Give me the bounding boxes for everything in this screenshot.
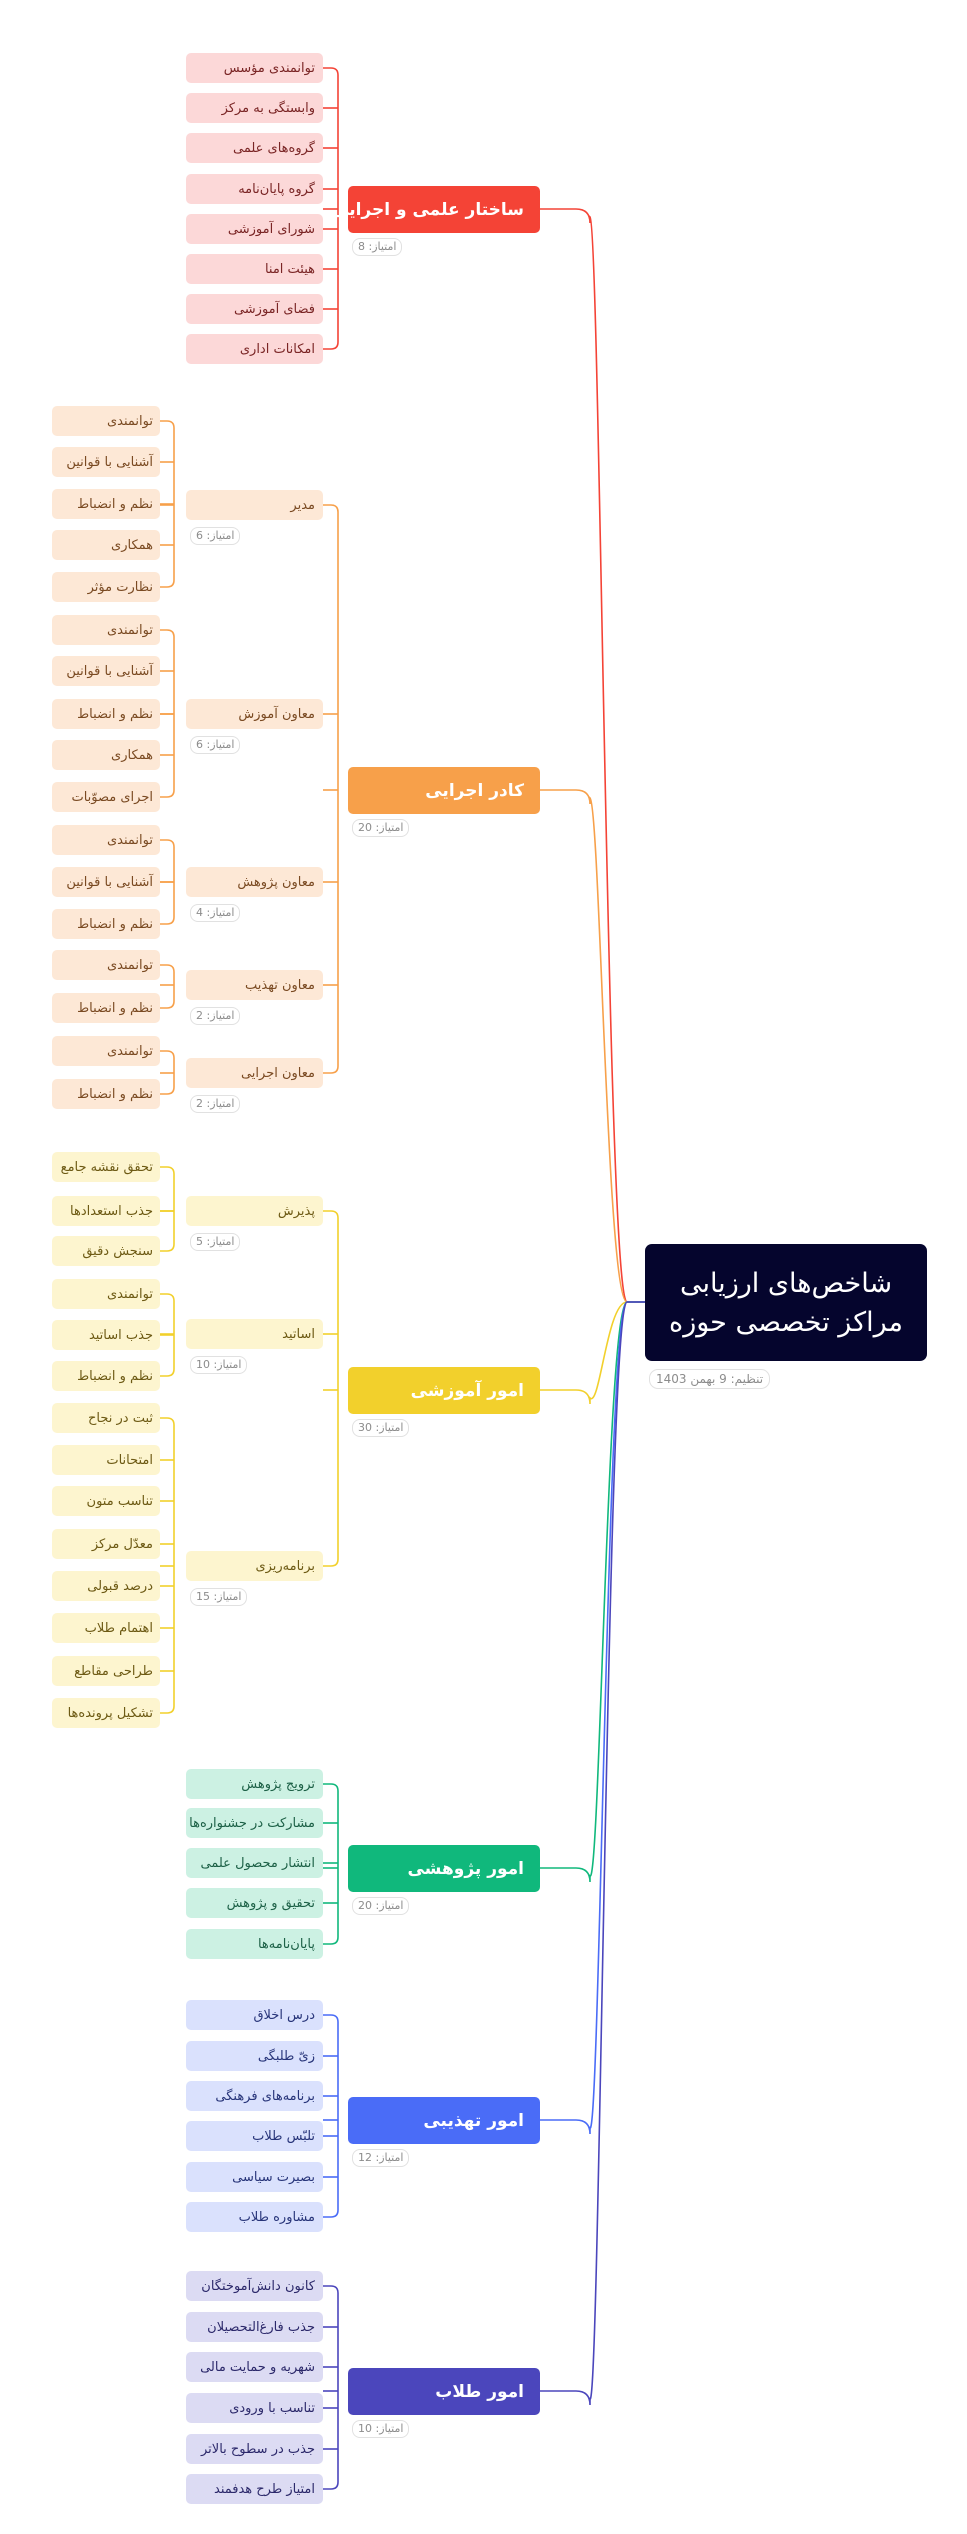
category-2-item-1-label: اساتید	[282, 1326, 315, 1342]
category-2[interactable]	[348, 1367, 540, 1414]
connector-line	[160, 580, 174, 587]
category-0-item-6[interactable]	[186, 294, 323, 324]
connector-line	[160, 421, 174, 428]
category-3-label: امور پژوهشی	[407, 1858, 524, 1879]
category-1-item-4-leaf-1-label: نظم و انضباط	[77, 1086, 153, 1102]
connector-line	[323, 2015, 338, 2022]
category-3[interactable]	[348, 1845, 540, 1892]
category-1-item-2-leaf-0-label: توانمندی	[106, 832, 153, 848]
connector-line	[323, 342, 338, 349]
category-0-score: امتیاز: 8	[352, 238, 402, 256]
category-0-item-1[interactable]	[186, 93, 323, 123]
connector-line	[160, 1369, 174, 1376]
category-1-item-3-leaf-1-label: نظم و انضباط	[77, 1000, 153, 1016]
category-0-item-4-label: شورای آموزشی	[227, 221, 315, 237]
category-1-item-0-leaf-2[interactable]	[52, 489, 160, 519]
category-0-item-7-label: امکانات اداری	[239, 341, 315, 357]
category-2-item-2-leaf-7[interactable]	[52, 1698, 160, 1728]
category-5-item-5[interactable]	[186, 2474, 323, 2504]
root-title-line1: شاخص‌های ارزیابی	[679, 1267, 893, 1299]
category-1-item-1-leaf-1[interactable]	[52, 656, 160, 686]
category-2-item-1-leaf-2-label: نظم و انضباط	[77, 1368, 153, 1384]
category-4-item-4-label: بصیرت سیاسی	[232, 2169, 315, 2185]
connector-line	[160, 1294, 174, 1301]
category-3-item-1[interactable]	[186, 1808, 323, 1838]
connector-line	[323, 1937, 338, 1944]
category-2-item-1-leaf-0-label: توانمندی	[106, 1286, 153, 1302]
category-4-item-0[interactable]	[186, 2000, 323, 2030]
category-2-item-2-leaf-4-label: درصد قبولی	[87, 1578, 153, 1594]
category-1-item-4-leaf-0-label: توانمندی	[106, 1043, 153, 1059]
category-1-item-4[interactable]	[186, 1058, 323, 1088]
category-0[interactable]	[332, 186, 540, 233]
connector-line	[323, 1559, 338, 1566]
category-1-item-2-leaf-1-label: آشنایی با قوانین	[66, 874, 153, 890]
category-1-item-2-leaf-2[interactable]	[52, 909, 160, 939]
category-1-item-0-leaf-1[interactable]	[52, 447, 160, 477]
connector-line	[323, 2210, 338, 2217]
category-5-item-2[interactable]	[186, 2352, 323, 2382]
category-1-item-3-score: امتیاز: 2	[190, 1007, 240, 1025]
category-5-score: امتیاز: 10	[352, 2420, 409, 2438]
category-3-item-3-label: تحقیق و پژوهش	[226, 1895, 315, 1911]
connector-line	[540, 1302, 645, 2134]
category-0-item-0-label: توانمندی مؤسس	[223, 60, 315, 76]
category-5[interactable]	[348, 2368, 540, 2415]
connector-line	[323, 1784, 338, 1791]
category-2-item-2-leaf-3[interactable]	[52, 1529, 160, 1559]
connector-line	[540, 1302, 645, 1882]
category-1-item-1-leaf-2[interactable]	[52, 699, 160, 729]
category-1-item-2-score: امتیاز: 4	[190, 904, 240, 922]
category-0-item-4[interactable]	[186, 214, 323, 244]
category-2-item-2-leaf-6-label: طراحی مقاطع	[74, 1663, 153, 1679]
category-1-item-4-leaf-1[interactable]	[52, 1079, 160, 1109]
category-2-item-2-leaf-5[interactable]	[52, 1613, 160, 1643]
category-4-item-3[interactable]	[186, 2121, 323, 2151]
category-5-item-2-label: شهریه و حمایت مالی	[200, 2359, 315, 2375]
category-1-item-0-leaf-3[interactable]	[52, 530, 160, 560]
category-3-item-4[interactable]	[186, 1929, 323, 1959]
connector-line	[323, 68, 338, 75]
root-title-line2: مراکز تخصصی حوزه	[669, 1306, 903, 1338]
category-3-item-2-label: انتشار محصول علمی	[200, 1855, 315, 1871]
category-1-item-1-leaf-2-label: نظم و انضباط	[77, 706, 153, 722]
category-3-item-3[interactable]	[186, 1888, 323, 1918]
category-2-item-2-label: برنامه‌ریزی	[255, 1558, 315, 1574]
category-1-item-0-leaf-4[interactable]	[52, 572, 160, 602]
category-1-item-0-leaf-1-label: آشنایی با قوانین	[66, 454, 153, 470]
category-2-item-2-leaf-4[interactable]	[52, 1571, 160, 1601]
category-2-score: امتیاز: 30	[352, 1419, 409, 1437]
category-4-item-5[interactable]	[186, 2202, 323, 2232]
category-2-label: امور آموزشی	[410, 1380, 524, 1401]
category-1-item-1-leaf-4[interactable]	[52, 782, 160, 812]
category-2-item-1-score: امتیاز: 10	[190, 1356, 247, 1374]
category-1-item-1-leaf-0[interactable]	[52, 615, 160, 645]
category-4-item-1[interactable]	[186, 2041, 323, 2071]
category-2-item-2-leaf-0[interactable]	[52, 1403, 160, 1433]
category-2-item-2-leaf-3-label: معدّل مرکز	[91, 1536, 153, 1552]
category-1-score: امتیاز: 20	[352, 819, 409, 837]
category-5-item-0[interactable]	[186, 2271, 323, 2301]
category-2-item-0[interactable]	[186, 1196, 323, 1226]
category-1-item-1-leaf-0-label: توانمندی	[106, 622, 153, 638]
category-1-label: کادر اجرایی	[425, 780, 524, 801]
category-2-item-2[interactable]	[186, 1551, 323, 1581]
category-1-item-2-leaf-2-label: نظم و انضباط	[77, 916, 153, 932]
connector-line	[160, 790, 174, 797]
connector-line	[323, 505, 338, 512]
category-2-item-2-leaf-1[interactable]	[52, 1445, 160, 1475]
category-2-item-2-score: امتیاز: 15	[190, 1588, 247, 1606]
category-0-item-7[interactable]	[186, 334, 323, 364]
category-1-item-0-leaf-4-label: نظارت مؤثر	[87, 579, 153, 595]
category-0-item-3-label: گروه پایان‌نامه	[238, 181, 315, 197]
category-3-item-4-label: پایان‌نامه‌ها	[257, 1936, 315, 1952]
category-5-label: امور طلاب	[435, 2381, 524, 2402]
category-1-item-1-leaf-3-label: همکاری	[111, 747, 153, 763]
category-1-item-0-leaf-0-label: توانمندی	[106, 413, 153, 429]
connector-line	[160, 1167, 174, 1174]
category-3-score: امتیاز: 20	[352, 1897, 409, 1915]
category-1-item-1-label: معاون آموزش	[238, 706, 315, 722]
category-1-item-3-label: معاون تهذیب	[245, 977, 315, 993]
connector-line	[160, 1418, 174, 1425]
category-1-item-4-label: معاون اجرایی	[240, 1065, 315, 1081]
connector-line	[160, 1001, 174, 1008]
connector-line	[160, 917, 174, 924]
category-0-item-3[interactable]	[186, 174, 323, 204]
category-2-item-2-leaf-2-label: تناسب متون	[86, 1493, 153, 1509]
category-0-item-5[interactable]	[186, 254, 323, 284]
connector-line	[160, 965, 174, 972]
category-1-item-3-leaf-0[interactable]	[52, 950, 160, 980]
category-1-item-4-leaf-0[interactable]	[52, 1036, 160, 1066]
category-1-item-1-leaf-1-label: آشنایی با قوانین	[66, 663, 153, 679]
category-2-item-1-leaf-2[interactable]	[52, 1361, 160, 1391]
root-node[interactable]	[645, 1244, 927, 1361]
category-5-item-4-label: جذب در سطوح بالاتر	[200, 2441, 315, 2457]
category-1-item-4-score: امتیاز: 2	[190, 1095, 240, 1113]
category-2-item-2-leaf-7-label: تشکیل پرونده‌ها	[67, 1705, 153, 1721]
connector-line	[540, 790, 645, 1302]
category-0-label: ساختار علمی و اجرایی	[332, 199, 524, 220]
connector-line	[540, 1302, 645, 1404]
category-1-item-1[interactable]	[186, 699, 323, 729]
category-0-item-1-label: وابستگی به مرکز	[221, 100, 315, 116]
category-1-item-0-leaf-0[interactable]	[52, 406, 160, 436]
category-2-item-1[interactable]	[186, 1319, 323, 1349]
category-5-item-1[interactable]	[186, 2312, 323, 2342]
category-1-item-1-score: امتیاز: 6	[190, 736, 240, 754]
category-3-item-1-label: مشارکت در جشنواره‌ها	[189, 1815, 315, 1831]
category-1-item-0[interactable]	[186, 490, 323, 520]
category-5-item-5-label: امتیاز طرح هدفمند	[214, 2481, 315, 2497]
category-1-item-0-label: مدیر	[290, 497, 315, 513]
connector-line	[160, 840, 174, 847]
category-2-item-2-leaf-6[interactable]	[52, 1656, 160, 1686]
category-5-item-3[interactable]	[186, 2393, 323, 2423]
category-2-item-0-leaf-2-label: سنجش دقیق	[82, 1243, 153, 1259]
category-4-item-4[interactable]	[186, 2162, 323, 2192]
category-4-item-0-label: درس اخلاق	[253, 2007, 315, 2023]
category-0-item-2[interactable]	[186, 133, 323, 163]
category-4-score: امتیاز: 12	[352, 2149, 409, 2167]
category-2-item-2-leaf-1-label: امتحانات	[106, 1452, 153, 1468]
connector-line	[160, 1087, 174, 1094]
category-2-item-1-leaf-0[interactable]	[52, 1279, 160, 1309]
category-4[interactable]	[348, 2097, 540, 2144]
category-2-item-2-leaf-5-label: اهتمام طلاب	[84, 1620, 153, 1636]
category-5-item-4[interactable]	[186, 2434, 323, 2464]
connector-line	[540, 209, 645, 1302]
category-5-item-0-label: کانون دانش‌آموختگان	[201, 2278, 315, 2294]
connector-line	[323, 2482, 338, 2489]
category-4-item-2-label: برنامه‌های فرهنگی	[215, 2088, 315, 2104]
connector-line	[160, 1706, 174, 1713]
category-3-item-0-label: ترویج پژوهش	[241, 1776, 315, 1792]
connector-line	[160, 630, 174, 637]
category-2-item-1-leaf-1-label: جذب اساتید	[88, 1327, 153, 1343]
category-1-item-2-leaf-1[interactable]	[52, 867, 160, 897]
connector-line	[323, 1066, 338, 1073]
category-1-item-1-leaf-4-label: اجرای مصوّبات	[71, 789, 153, 805]
category-1-item-0-leaf-2-label: نظم و انضباط	[77, 496, 153, 512]
category-2-item-0-leaf-0-label: تحقق نقشه جامع	[60, 1159, 153, 1175]
category-0-item-2-label: گروه‌های علمی	[233, 140, 315, 156]
category-5-item-1-label: جذب فارغ‌التحصیلان	[207, 2319, 315, 2335]
category-0-item-6-label: فضای آموزشی	[233, 301, 315, 317]
category-3-item-0[interactable]	[186, 1769, 323, 1799]
category-5-item-3-label: تناسب با ورودی	[229, 2400, 315, 2416]
category-2-item-2-leaf-0-label: ثبت در نجاح	[88, 1410, 153, 1426]
category-2-item-0-score: امتیاز: 5	[190, 1233, 240, 1251]
connector-line	[323, 1211, 338, 1218]
category-2-item-0-leaf-2[interactable]	[52, 1236, 160, 1266]
category-2-item-0-leaf-1-label: جذب استعدادها	[70, 1203, 153, 1219]
category-4-item-5-label: مشاوره طلاب	[238, 2209, 315, 2225]
connector-line	[540, 1302, 645, 2405]
category-2-item-0-leaf-0[interactable]	[52, 1152, 160, 1182]
category-1-item-3-leaf-1[interactable]	[52, 993, 160, 1023]
category-2-item-1-leaf-1[interactable]	[52, 1320, 160, 1350]
category-1-item-0-leaf-3-label: همکاری	[111, 537, 153, 553]
connector-line	[323, 2286, 338, 2293]
category-1[interactable]	[348, 767, 540, 814]
category-2-item-2-leaf-2[interactable]	[52, 1486, 160, 1516]
category-2-item-0-label: پذیرش	[277, 1203, 315, 1219]
category-1-item-2-leaf-0[interactable]	[52, 825, 160, 855]
category-4-item-2[interactable]	[186, 2081, 323, 2111]
category-4-label: امور تهذیبی	[423, 2110, 524, 2131]
connector-line	[160, 1051, 174, 1058]
category-1-item-1-leaf-3[interactable]	[52, 740, 160, 770]
connector-line	[160, 1244, 174, 1251]
category-4-item-3-label: تلبّس طلاب	[252, 2128, 315, 2144]
category-0-item-5-label: هیئت امنا	[264, 261, 315, 277]
category-3-item-2[interactable]	[186, 1848, 323, 1878]
category-1-item-3[interactable]	[186, 970, 323, 1000]
category-2-item-0-leaf-1[interactable]	[52, 1196, 160, 1226]
date-badge: تنظیم: 9 بهمن 1403	[649, 1369, 770, 1389]
category-1-item-0-score: امتیاز: 6	[190, 527, 240, 545]
category-1-item-2-label: معاون پژوهش	[237, 874, 315, 890]
category-4-item-1-label: زیّ طلبگی	[257, 2048, 315, 2064]
category-0-item-0[interactable]	[186, 53, 323, 83]
category-1-item-3-leaf-0-label: توانمندی	[106, 957, 153, 973]
category-1-item-2[interactable]	[186, 867, 323, 897]
